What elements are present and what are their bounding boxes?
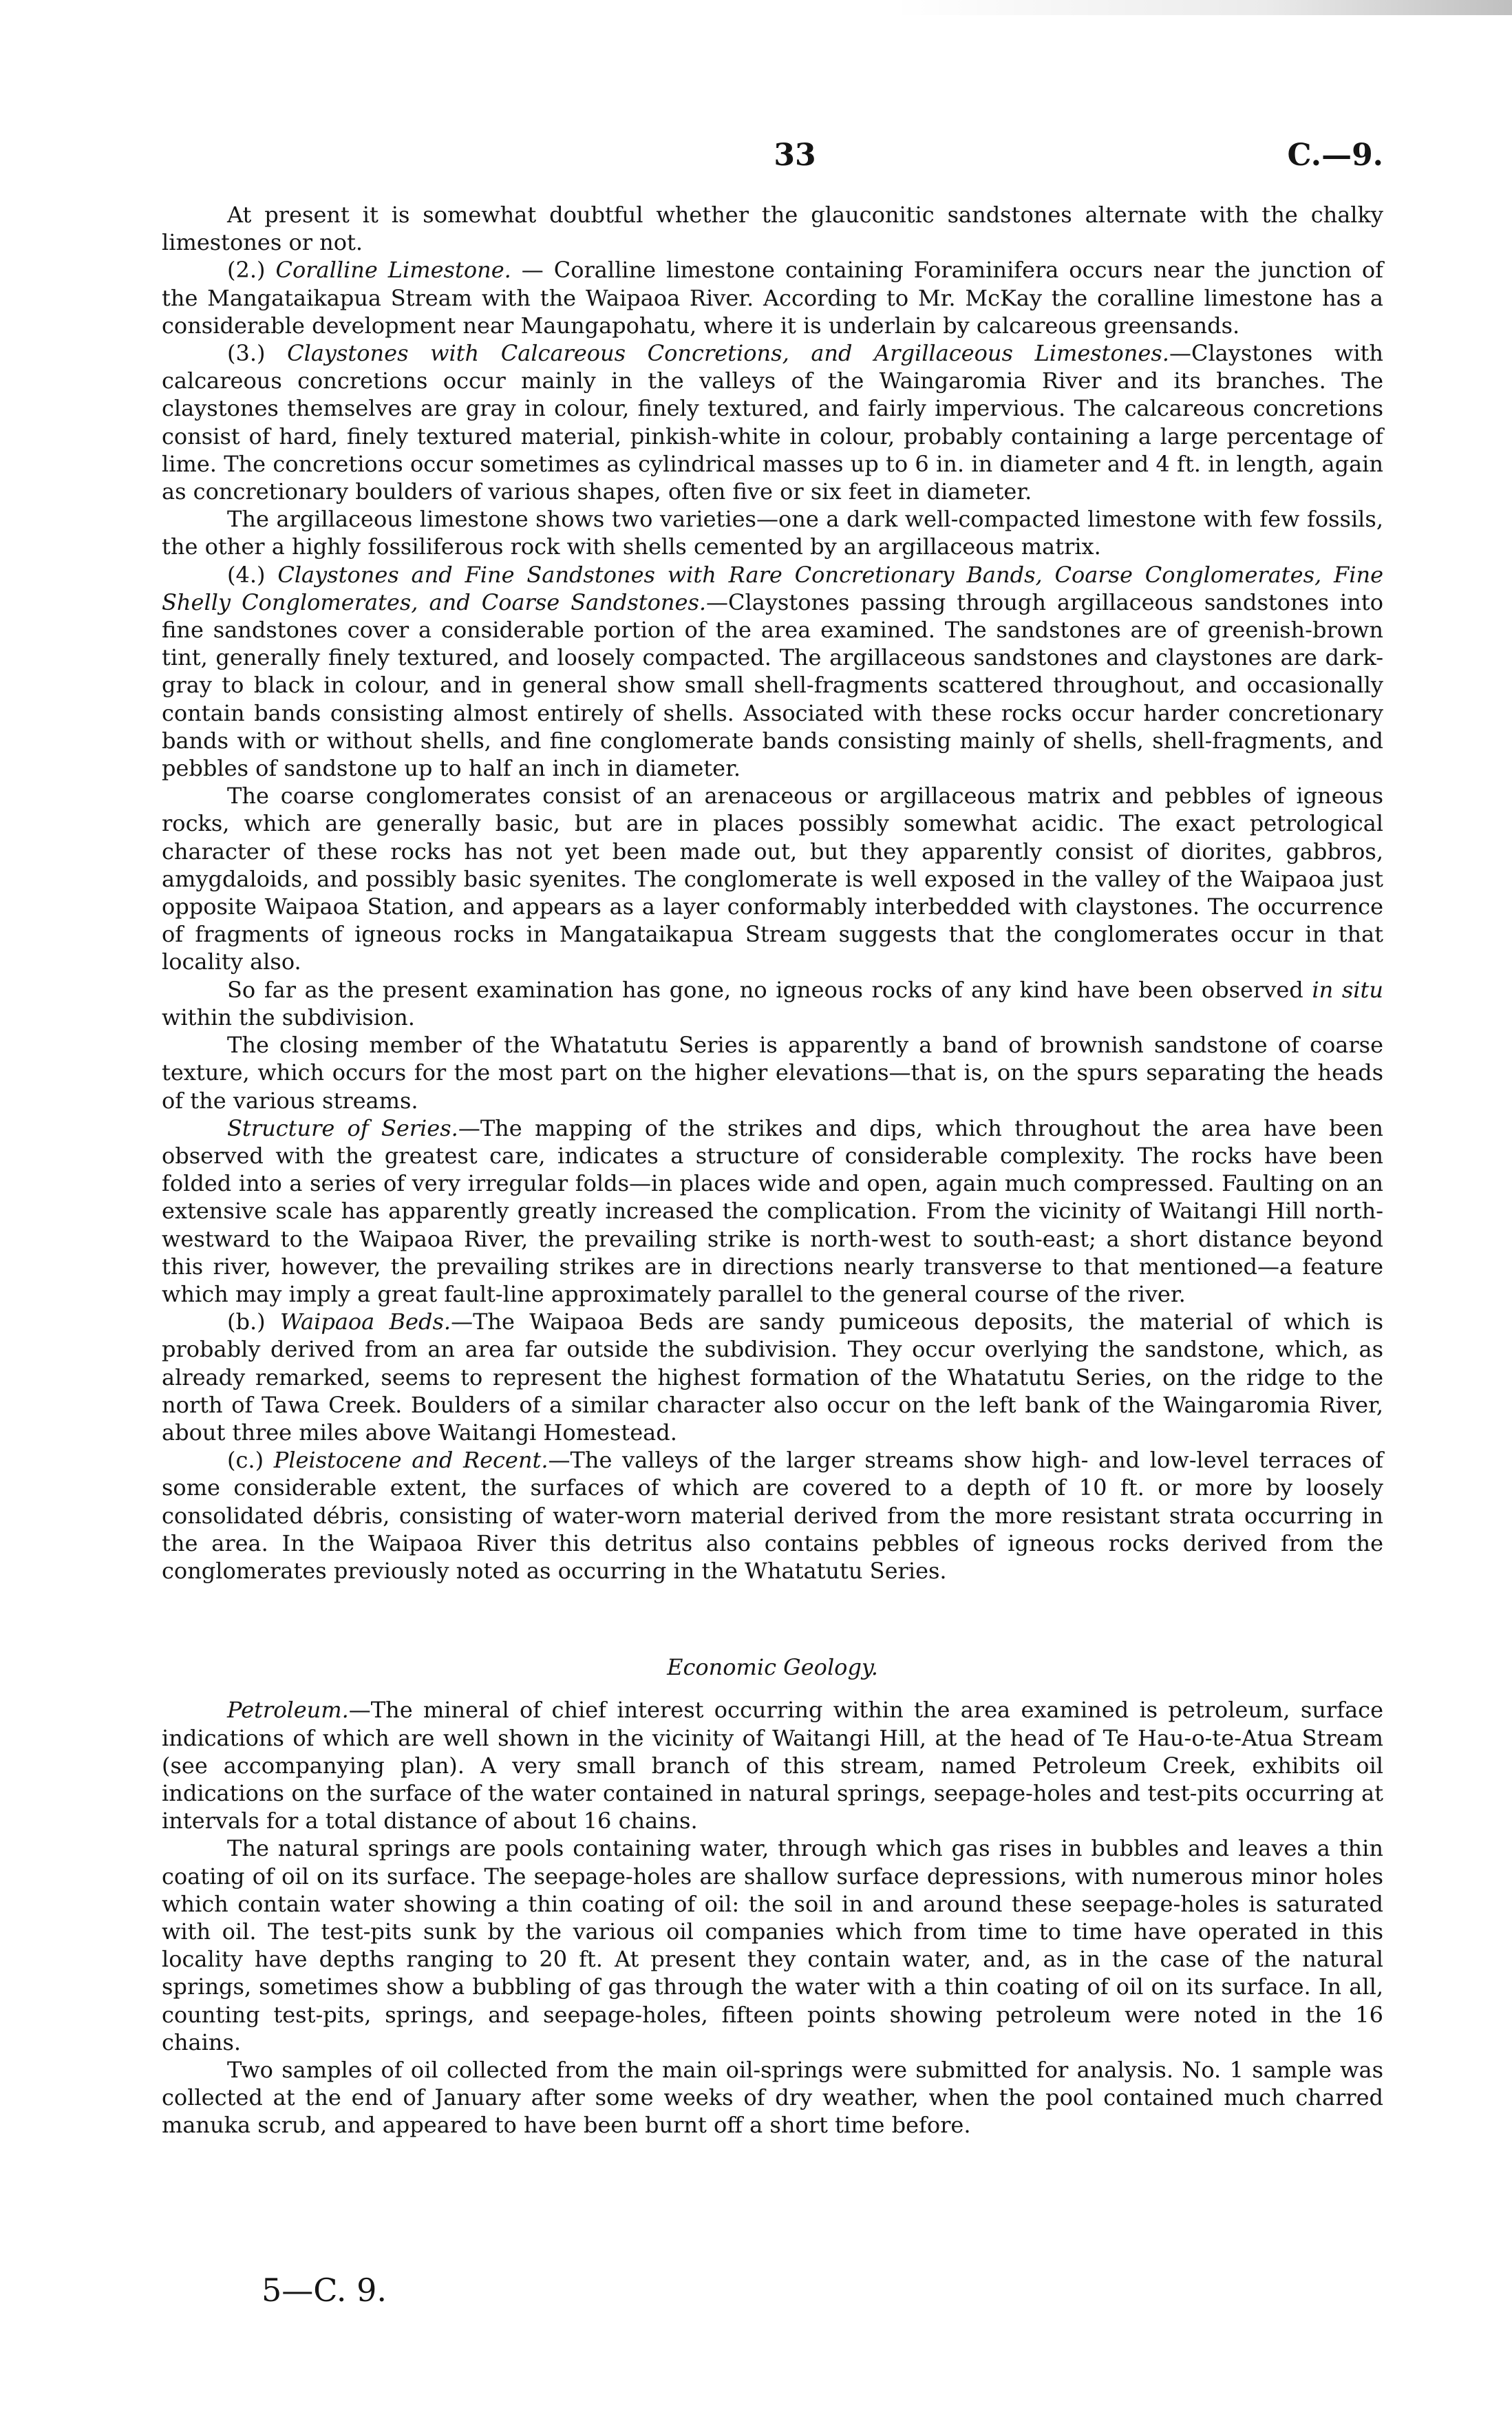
paragraph-text: The argillaceous limestone shows two varieties—one a dark well-compacted limestone with few fossils, the other a highly fossiliferous rock with shells cemented by an argillaceous matrix. xyxy=(162,506,1383,560)
document-reference: C.—9. xyxy=(1287,138,1383,173)
paragraph xyxy=(162,782,1383,975)
paragraph xyxy=(162,1446,1383,1585)
paragraph-heading: Claystones and Fine Sandstones with Rare Concretionary Bands, Coarse Conglomerates, Fine Shelly Conglomerates, and Coarse Sandstones. xyxy=(162,561,1384,615)
paragraph-heading: Pleistocene and Recent. xyxy=(273,1447,549,1474)
section-heading: Economic Geology. xyxy=(667,1654,878,1681)
paragraph-text: So far as the present examination has gone, no igneous rocks of any kind have been observed xyxy=(227,976,1312,1003)
paragraph xyxy=(162,2056,1383,2139)
paragraph xyxy=(162,505,1383,560)
paragraph-text: —Claystones with calcareous concretions occur mainly in the valleys of the Waingaromia River and its branches. The claystones themselves are gray in colour, finely textured, and fairly impervious. The calcareous concretions consist of hard, finely textured material, pinkish-white in colour, probably containing a large percentage of lime. The concretions occur sometimes as cylindrical masses up to 6 in. in diameter and 4 ft. in length, again as concretionary boulders of various shapes, often five or six feet in diameter. xyxy=(162,340,1384,505)
footer-signature: 5—C. 9. xyxy=(262,2272,387,2309)
paragraph-prefix: (3.) xyxy=(227,340,288,367)
paragraph-heading: Structure of Series. xyxy=(227,1114,458,1141)
paragraph-prefix: (2.) xyxy=(227,257,276,284)
paragraph-text: within the subdivision. xyxy=(162,1004,415,1030)
paragraph-text: The coarse conglomerates consist of an arenaceous or argillaceous matrix and pebbles of igneous rocks, which are generally basic, but are in places possibly somewhat acidic. The exact petrological character of these rocks has not yet been made out, but they apparently consist of diorites, gabbros, amygdaloids, and possibly basic syenites. The conglomerate is well exposed in the valley of the Waipaoa just opposite Waipaoa Station, and appears as a layer conformably interbedded with claystones. The occurrence of fragments of igneous rocks in Mangataikapua Stream suggests that the conglomerates occur in that locality also. xyxy=(162,783,1383,975)
paragraph-text: — Coralline limestone containing Foraminifera occurs near the junction of the Mangataikapua Stream with the Waipaoa River. According to Mr. McKay the coralline limestone has a considerable development near Maungapohatu, where it is underlain by calcareous greensands. xyxy=(162,257,1384,339)
paragraph-text: —The mapping of the strikes and dips, which throughout the area have been observed with the greatest care, indicates a structure of considerable complexity. The rocks have been folded into a series of very irregular folds—in places wide and open, again much compressed. Faulting on an extensive scale has apparently greatly increased the complication. From the vicinity of Waitangi Hill north-westward to the Waipaoa River, the prevailing strike is north-west to south-east; a short distance beyond this river, however, the prevailing strikes are in directions nearly transverse to that mentioned—a feature which may imply a great fault-line approximately parallel to the general course of the river. xyxy=(162,1114,1384,1307)
paragraph-text: —The Waipaoa Beds are sandy pumiceous deposits, the material of which is probably derived from an area far outside the subdivision. They occur overlying the sandstone, which, as already remarked, seems to represent the highest formation of the Whatatutu Series, on the ridge to the north of Tawa Creek. Boulders of a similar character also occur on the left bank of the Waingaromia River, about three miles above Waitangi Homestead. xyxy=(162,1309,1384,1446)
scan-edge-noise xyxy=(893,0,1512,15)
paragraph xyxy=(162,1834,1383,2056)
paragraph xyxy=(162,1696,1383,1834)
paragraph-heading: Waipaoa Beds. xyxy=(279,1309,451,1335)
paragraph-text: At present it is somewhat doubtful whether the glauconitic sandstones alternate with the chalky limestones or not. xyxy=(162,202,1383,256)
page-number: 33 xyxy=(774,138,816,173)
document-body xyxy=(162,201,1383,2139)
paragraph xyxy=(162,339,1383,505)
page-header xyxy=(206,138,1383,179)
paragraph-prefix: (c.) xyxy=(227,1447,274,1474)
paragraph-text: The natural springs are pools containing water, through which gas rises in bubbles and leaves a thin coating of oil on its surface. The seepage-holes are shallow surface depressions, with numerous minor holes which contain water showing a thin coating of oil: the soil in and around these seepage-holes is saturated with oil. The test-pits sunk by the various oil companies which from time to time have operated in this locality have depths ranging to 20 ft. At present they contain water, and, as in the case of the natural springs, sometimes show a bubbling of gas through the water with a thin coating of oil on its surface. In all, counting test-pits, springs, and seepage-holes, fifteen points showing petroleum were noted in the 16 chains. xyxy=(162,1835,1383,2055)
paragraph xyxy=(162,976,1383,1031)
paragraph-text: Two samples of oil collected from the main oil-springs were submitted for analysis. No. 1 sample was collected at the end of January after some weeks of dry weather, when the pool contained much charred manuka scrub, and appeared to have been burnt off a short time before. xyxy=(162,2057,1383,2139)
paragraph-italic-term: in situ xyxy=(1312,976,1384,1003)
paragraph xyxy=(162,561,1383,783)
paragraph-prefix: (b.) xyxy=(227,1309,280,1335)
paragraph-heading: Coralline Limestone. xyxy=(275,257,511,284)
paragraph xyxy=(162,1308,1383,1446)
paragraph-text: —The mineral of chief interest occurring within the area examined is petroleum, surface indications of which are well shown in the vicinity of Waitangi Hill, at the head of Te Hau-o-te-Atua Stream (see accompanying plan). A very small branch of this stream, named Petroleum Creek, exhibits oil indications on the surface of the water contained in natural springs, seepage-holes and test-pits occurring at intervals for a total distance of about 16 chains. xyxy=(162,1697,1383,1834)
paragraph-prefix: (4.) xyxy=(227,561,278,588)
paragraph-heading: Petroleum. xyxy=(227,1697,349,1724)
paragraph-heading: Claystones with Calcareous Concretions, and Argillaceous Limestones. xyxy=(287,340,1169,367)
paragraph-text: —The valleys of the larger streams show high- and low-level terraces of some considerable extent, the surfaces of which are covered to a depth of 10 ft. or more by loosely consolidated débris, consisting of water-worn material derived from the more resistant strata occurring in the area. In the Waipaoa River this detritus also contains pebbles of igneous rocks derived from the conglomerates previously noted as occurring in the Whatatutu Series. xyxy=(162,1447,1384,1584)
paragraph xyxy=(162,1114,1383,1308)
paragraph xyxy=(162,256,1383,339)
paragraph xyxy=(162,1031,1383,1114)
paragraph xyxy=(162,201,1383,256)
paragraph-text: The closing member of the Whatatutu Series is apparently a band of brownish sandstone of coarse texture, which occurs for the most part on the higher elevations—that is, on the spurs separating the heads of the various streams. xyxy=(162,1032,1383,1114)
paragraph-text: —Claystones passing through argillaceous sandstones into fine sandstones cover a considerable portion of the area examined. The sandstones are of greenish-brown tint, generally finely textured, and loosely compacted. The argillaceous sandstones and claystones are dark-gray to black in colour, and in general show small shell-fragments scattered throughout, and occasionally contain bands consisting almost entirely of shells. Associated with these rocks occur harder concretionary bands with or without shells, and fine conglomerate bands consisting mainly of shells, shell-fragments, and pebbles of sandstone up to half an inch in diameter. xyxy=(162,589,1383,782)
